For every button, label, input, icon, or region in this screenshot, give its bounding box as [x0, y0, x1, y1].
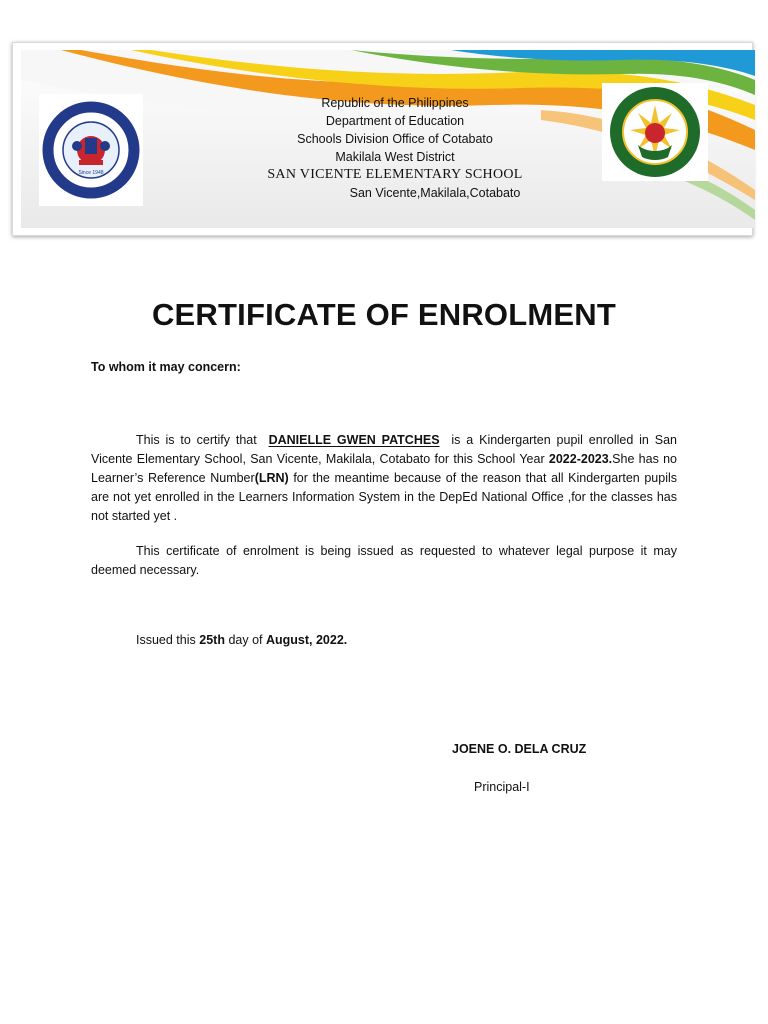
- school-address: San Vicente,Makilala,Cotabato: [349, 186, 521, 200]
- issued-middle: day of: [228, 633, 263, 647]
- district-seal-logo: [602, 83, 708, 181]
- republic-line: Republic of the Philippines: [321, 96, 469, 110]
- svg-text:Since 1948: Since 1948: [78, 170, 104, 176]
- division-line: Schools Division Office of Cotabato: [297, 132, 493, 146]
- issued-date-line: [136, 633, 347, 647]
- issued-month-year: August, 2022.: [265, 633, 348, 647]
- letterhead-text: [200, 94, 590, 202]
- certificate-title: CERTIFICATE OF ENROLMENT: [151, 297, 617, 332]
- district-line: Makilala West District: [335, 150, 455, 164]
- issued-prefix: Issued this: [136, 633, 196, 647]
- school-name: SAN VICENTE ELEMENTARY SCHOOL: [267, 167, 523, 182]
- salutation: To whom it may concern:: [91, 360, 241, 374]
- signatory-name: JOENE O. DELA CRUZ: [452, 742, 587, 756]
- certification-paragraph: [91, 431, 677, 526]
- paragraph-text: This is to certify that: [136, 433, 257, 447]
- issued-day: 25th: [199, 633, 225, 647]
- student-name: DANIELLE GWEN PATCHES: [268, 433, 440, 447]
- signatory-position: Principal-I: [474, 780, 530, 794]
- paragraph-text: is a Kindergarten pupil enrolled in San Vicente Elementary School, San Vicente, Makilala, Cotabato for this School Year: [91, 433, 677, 466]
- school-year: 2022-2023.: [548, 452, 613, 466]
- lrn-label: (LRN): [254, 471, 289, 485]
- paragraph-text: She has no Learner’s Reference Number: [91, 452, 677, 485]
- paragraph-text: for the meantime because of the reason that all Kindergarten pupils are not yet enrolled in the Learners Information System in the DepEd National Office ,for the classes has not started yet .: [91, 471, 677, 523]
- school-seal-logo: [39, 94, 143, 206]
- department-line: Department of Education: [325, 114, 465, 128]
- purpose-paragraph: This certificate of enrolment is being issued as requested to whatever legal purpose it may deemed necessary.: [91, 544, 677, 577]
